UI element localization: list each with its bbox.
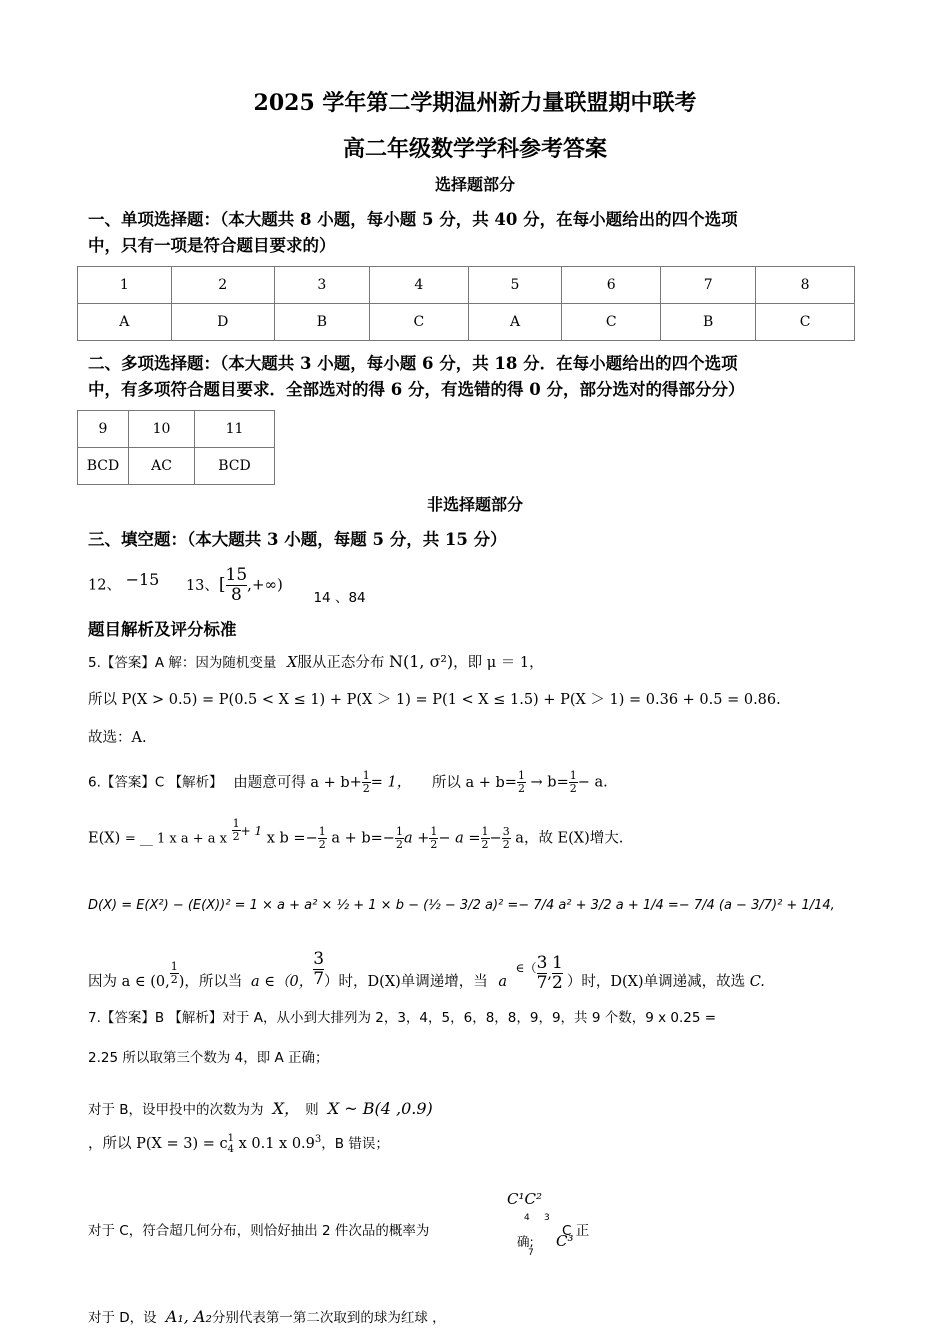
denominator: 2 [232, 830, 240, 843]
table-cell: BCD [78, 448, 129, 485]
q6-increasing: ）时，D(X)单调递增，当 [324, 973, 488, 990]
q6-variance-formula: D(X) = E(X²) − (E(X))² = 1 × a + a² × ½ + 1 × b − (½ − 3/2 a)² =− 7/4 a² + 3/2 a + 1/4 =− 7/4 (a − 3/7)² + 1/14, [88, 898, 835, 913]
q6-text: 由题意可得 a + b [233, 774, 350, 791]
q6-arrow: → b [530, 774, 557, 791]
numerator: 3 [502, 825, 510, 838]
table-cell: 2 [171, 267, 274, 304]
q6-eq5: =− [370, 830, 395, 847]
q6-eq4: =− [293, 830, 318, 847]
denominator: 7 [536, 973, 548, 993]
table-cell: BCD [195, 448, 275, 485]
q7-c-numerator: C¹C² [507, 1190, 542, 1208]
q6-choice: C. [749, 973, 765, 990]
table-cell: 5 [468, 267, 562, 304]
q7-line4 [88, 1132, 389, 1155]
q6-eq: = 1， [370, 774, 412, 791]
q7-sup: 1 [227, 1133, 234, 1144]
numerator: 1 [569, 769, 577, 782]
q6-tail: − a. [577, 774, 608, 791]
q12-label: 12、 [88, 577, 121, 594]
table-cell: C [562, 304, 661, 341]
q6-so-when: )，所以当 [178, 973, 243, 990]
q6-half5 [318, 826, 327, 851]
table-cell: B [661, 304, 756, 341]
q6-half7 [429, 826, 438, 851]
q7-b-wrong: ，B 错误； [321, 1136, 389, 1152]
q6-ex-expr: = __ 1 x a + a x [124, 831, 227, 847]
q7-exp: 3 [314, 1134, 322, 1146]
document-title: 2025 学年第二学期温州新力量联盟期中联考 [253, 90, 697, 116]
numerator: 3 [313, 949, 325, 969]
q6-half6 [395, 826, 404, 851]
q7-x: X， [272, 1099, 301, 1118]
q6-three-seven-2 [537, 954, 548, 993]
q5-line3: 故选：A. [88, 730, 147, 746]
numerator: 1 [430, 825, 438, 838]
q7-line3 [88, 1096, 433, 1119]
q6-ex-tail: a，故 E(X)增大. [515, 830, 624, 847]
fill-blank-answers [88, 566, 366, 605]
q7-prob: ，所以 P(X = 3) = c [88, 1136, 228, 1152]
numerator: 1 [395, 825, 403, 838]
numerator: 1 [481, 825, 489, 838]
q7-c-sub3: 3 [544, 1213, 550, 1223]
q13-numerator: 15 [225, 565, 248, 585]
q7-prob-expr: x 0.1 x 0.9 [238, 1136, 315, 1152]
q7-sub: 4 [227, 1144, 234, 1155]
q7-c-sub4: 4 [524, 1213, 530, 1223]
table-cell: C [756, 304, 855, 341]
table-cell: D [171, 304, 274, 341]
q6-xb: x b [266, 830, 289, 847]
table-cell: 7 [661, 267, 756, 304]
q6-answer-label: 6.【答案】C 【解析】 [88, 774, 223, 791]
q7-line6 [88, 1306, 446, 1326]
q6-half4 [232, 818, 241, 843]
q7-c-denominator: C³ [556, 1232, 574, 1250]
denominator: 2 [552, 973, 563, 993]
q6-in: ∈（ [515, 960, 537, 975]
q14-answer: 14 、84 [313, 589, 366, 606]
q6-aplus: a + [403, 830, 430, 847]
q6-line2 [88, 817, 624, 851]
numerator: 1 [318, 825, 326, 838]
q7-b-text: 对于 B，设甲投中的次数为为 [88, 1102, 264, 1118]
q6-half2 [517, 770, 526, 795]
q7-line5: 对于 C，符合超几何分布，则恰好抽出 2 件次品的概率为 [88, 1223, 430, 1239]
q6-text2: 所以 a + b [431, 774, 505, 791]
q7-c-ok: 确; [517, 1234, 534, 1249]
table-cell: A [78, 304, 172, 341]
q7-line2: 2.25 所以取第三个数为 4，即 A 正确； [88, 1050, 329, 1066]
q6-line1 [88, 770, 608, 795]
section1-heading-line2: 中，只有一项是符合题目要求的） [88, 236, 336, 255]
q6-range1: a ∈（0， [250, 973, 314, 990]
table-cell: 6 [562, 267, 661, 304]
section2-heading-line2: 中，有多项符合题目要求．全部选对的得 6 分，有选错的得 0 分，部分选对的得部分分） [88, 380, 745, 399]
q5-variable: X [287, 655, 298, 671]
q6-ex: E(X) [88, 830, 121, 847]
table-cell: 8 [756, 267, 855, 304]
q6-three-seven [313, 950, 324, 989]
q7-binomial: X ~ B(4 ,0.9) [327, 1099, 433, 1118]
q6-plus-one: + 1 [240, 823, 263, 838]
q6-eq3: = [556, 774, 569, 791]
q7-c-sub7: 7 [528, 1248, 534, 1258]
q6-decreasing: ）时，D(X)单调递减，故选 [566, 973, 746, 990]
q6-half9 [170, 961, 179, 986]
numerator: 1 [517, 769, 525, 782]
q7-c-end: C 正 [562, 1223, 590, 1239]
q5-text-tail: ，即 μ ＝ 1， [453, 655, 544, 671]
table-cell: 3 [274, 267, 369, 304]
q6-plus: + [349, 774, 362, 791]
q13-fraction [226, 566, 248, 605]
multi-choice-answer-table [77, 410, 275, 485]
q7-d-text: 对于 D，设 [88, 1310, 157, 1326]
denominator: 2 [502, 838, 510, 851]
table-cell: 4 [369, 267, 468, 304]
numerator: 1 [170, 960, 178, 973]
analysis-heading: 题目解析及评分标准 [88, 620, 237, 639]
q6-minus: − [489, 830, 502, 847]
section2-heading-line1: 二、多项选择题：（本大题共 3 小题，每小题 6 分，共 18 分．在每小题给出的四个选项 [88, 354, 738, 373]
q6-half3 [569, 770, 578, 795]
denominator: 2 [318, 838, 326, 851]
q13-bracket: [ [218, 574, 226, 595]
q6-eq2: = [504, 774, 517, 791]
q5-answer-text: 5.【答案】A 解：因为随机变量 [88, 655, 277, 671]
denominator: 2 [569, 782, 577, 795]
q6-line4: 因为 a ∈ (0, $\frac{1}{2}$ )，所以当 a ∈（0， $\frac{3}{7}$）时，D(X)单调递增，当 a $_{\in(}$ $\frac{3}{7}$, $\frac{1}{2}$ ）时，D(X)单调递减，故选 C. [88, 949, 765, 993]
denominator: 2 [362, 782, 370, 795]
section3-heading: 三、填空题：（本大题共 3 小题，每题 5 分，共 15 分） [88, 530, 507, 549]
table-cell: AC [129, 448, 195, 485]
numerator: 1 [232, 817, 240, 830]
q6-half10 [552, 954, 563, 993]
q5-text: 服从正态分布 [297, 655, 385, 671]
q6-half [362, 770, 371, 795]
q13-label: 13、 [185, 577, 219, 594]
q6-a: a [498, 973, 508, 990]
table-cell: C [369, 304, 468, 341]
denominator: 2 [481, 838, 489, 851]
q13-denominator: 8 [230, 585, 242, 605]
q6-apb: a + b [331, 830, 371, 847]
q6-minus-a: − a = [438, 830, 481, 847]
single-choice-answer-table [77, 266, 855, 341]
q5-line2: 所以 P(X > 0.5) = P(0.5 < X ≤ 1) + P(X ＞ 1) = P(1 < X ≤ 1.5) + P(X ＞ 1) = 0.36 + 0.5 = 0.86. [88, 692, 781, 708]
table-cell: 10 [129, 411, 195, 448]
q5-distribution: N(1, σ²) [388, 652, 454, 671]
table-cell: 1 [78, 267, 172, 304]
numerator: 1 [552, 953, 563, 973]
q6-interval: 因为 a ∈ (0, [88, 973, 170, 990]
denominator: 7 [313, 969, 325, 989]
denominator: 2 [170, 973, 178, 986]
numerator: 3 [536, 953, 548, 973]
numerator: 1 [362, 769, 370, 782]
q13-tail: ,+∞) [247, 575, 283, 594]
q12-answer: −15 [125, 569, 160, 589]
part-heading-nonchoice: 非选择题部分 [426, 495, 523, 514]
q7-line1: 7.【答案】B 【解析】对于 A，从小到大排列为 2，3，4，5，6，8，8，9，9，共 9 个数，9 x 0.25 = [88, 1010, 717, 1026]
denominator: 2 [430, 838, 438, 851]
q6-half8 [481, 826, 490, 851]
denominator: 2 [517, 782, 525, 795]
q5-line1 [88, 651, 544, 672]
table-cell: B [274, 304, 369, 341]
q6-three-half [502, 826, 511, 851]
part-heading-choice: 选择题部分 [434, 175, 515, 194]
q7-events: A₁, A₂ [165, 1307, 212, 1326]
q7-d-desc: 分别代表第一第二次取到的球为红球 ， [211, 1310, 446, 1326]
table-cell: A [468, 304, 562, 341]
table-cell: 11 [195, 411, 275, 448]
q7-then: 则 [305, 1102, 319, 1118]
denominator: 2 [395, 838, 403, 851]
document-subtitle: 高二年级数学学科参考答案 [342, 136, 607, 162]
section1-heading-line1: 一、单项选择题：（本大题共 8 小题，每小题 5 分，共 40 分，在每小题给出的四个选项 [88, 210, 738, 229]
table-cell: 9 [78, 411, 129, 448]
